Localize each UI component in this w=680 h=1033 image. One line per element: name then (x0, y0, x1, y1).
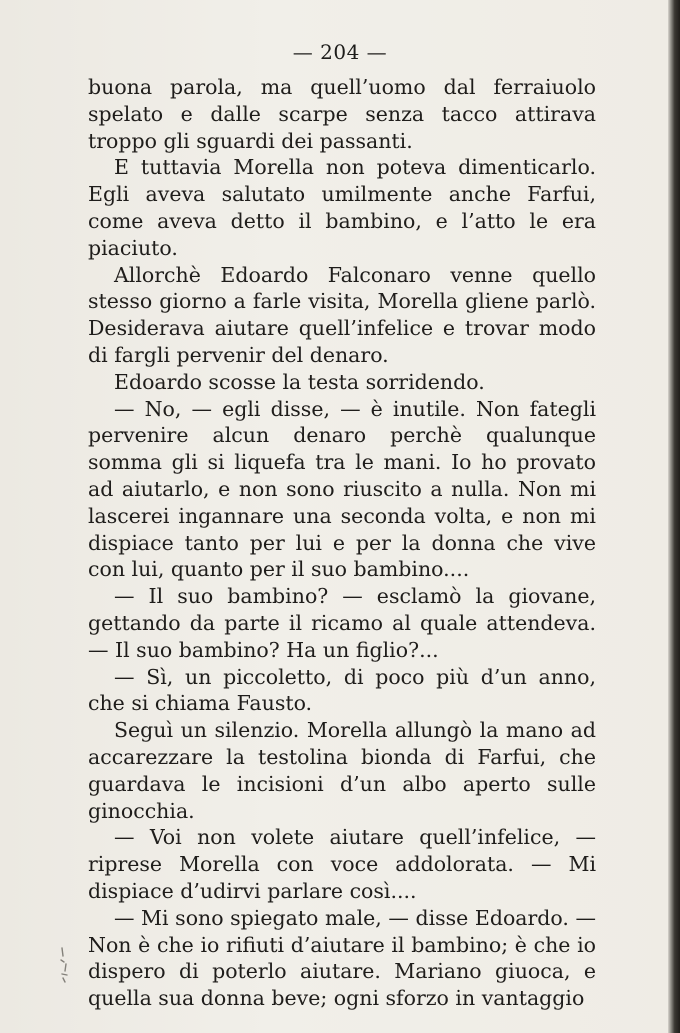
paragraph-8: Seguì un silenzio. Morella allungò la mano ad accarezzare la testolina bionda di Farfui, che guardava le incisioni d’un albo aperto sulle ginocchia. (88, 718, 596, 823)
paragraph-10: — Mi sono spiegato male, — disse Edoardo. — Non è che io rifiuti d’aiutare il bambino; è che io dispero di poterlo aiutare. Mariano giuoca, e quella sua donna beve; ogni sforzo in vantaggio (88, 905, 596, 1011)
paragraph-5: — No, — egli disse, — è inutile. Non fategli pervenire alcun denaro perchè qualunque somma gli si liquefa tra le mani. Io ho provato ad aiutarlo, e non sono riuscito a nulla. Non mi lascerei ingannare una seconda volta, e non mi dispiace tanto per lui e per la donna che vive con lui, quanto per il suo bambino.... (88, 396, 596, 582)
paragraph-7: — Sì, un piccoletto, di poco più d’un anno, che si chiama Fausto. (88, 664, 596, 716)
page-edge-shadow (668, 0, 680, 1033)
paragraph-1: buona parola, ma quell’uomo dal ferraiuolo spelato e dalle scarpe senza tacco attirava troppo gli sguardi dei passanti. (88, 75, 596, 153)
paragraph-4: Edoardo scosse la testa sorridendo. (114, 369, 485, 394)
margin-smudge-mark (58, 944, 72, 987)
paragraph-6: — Il suo bambino? — esclamò la giovane, gettando da parte il ricamo al quale attendeva. — Il suo bambino? Ha un figlio?... (88, 584, 596, 662)
body-text (88, 74, 596, 1012)
page-number: — 204 — (292, 40, 388, 64)
paragraph-2: E tuttavia Morella non poteva dimenticarlo. Egli aveva salutato umilmente anche Farfui, come aveva detto il bambino, e l’atto le era piaciuto. (88, 155, 596, 260)
paragraph-3: Allorchè Edoardo Falconaro venne quello stesso giorno a farle visita, Morella gliene parlò. Desiderava aiutare quell’infelice e trovar modo di fargli pervenir del denaro. (88, 262, 596, 367)
paragraph-9: — Voi non volete aiutare quell’infelice, — riprese Morella con voce addolorata. — Mi dispiace d’udirvi parlare così.... (88, 825, 596, 903)
